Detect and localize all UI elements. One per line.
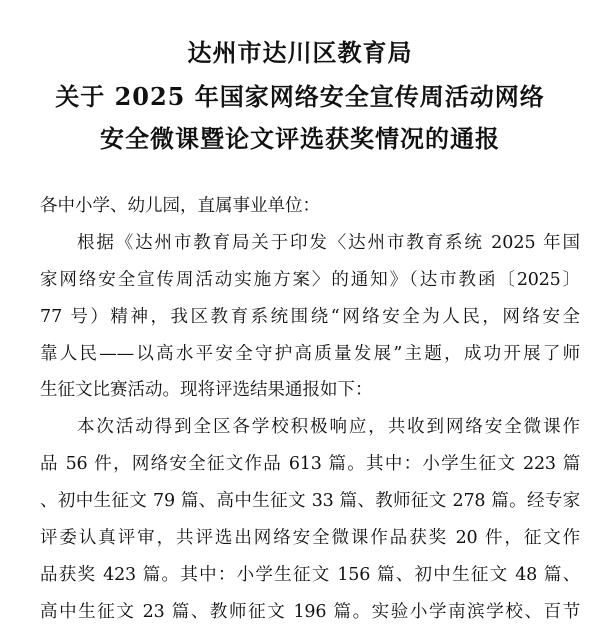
paragraph-2-line-1: 本次活动得到全区各学校积极响应，共收到网络安全微课作 — [77, 417, 580, 437]
paragraph-1-line-1: 根据《达州市教育局关于印发〈达州市教育系统 2025 年国 — [77, 233, 580, 253]
paragraph-2-line-2: 品 56 件，网络安全征文作品 613 篇。其中：小学生征文 223 篇 — [40, 454, 580, 474]
paragraph-2-line-5: 品获奖 423 篇。其中：小学生征文 156 篇、初中生征文 48 篇、 — [40, 565, 580, 585]
paragraph-1-line-2: 家网络安全宣传周活动实施方案〉的通知》（达市教函〔2025〕 — [40, 270, 580, 290]
paragraph-1-line-4: 靠人民——以高水平安全守护高质量发展”主题，成功开展了师 — [40, 344, 580, 364]
paragraph-2-line-4: 评委认真评审，共评选出网络安全微课作品获奖 20 件，征文作 — [40, 528, 580, 548]
paragraph-2-line-6: 高中生征文 23 篇、教师征文 196 篇。实验小学南滨学校、百节 — [40, 602, 580, 622]
notice-title-line-1: 关于 2025 年国家网络安全宣传周活动网络 — [55, 82, 545, 111]
notice-title-line-2: 安全微课暨论文评选获奖情况的通报 — [100, 124, 500, 153]
paragraph-1-line-5: 生征文比赛活动。现将评选结果通报如下： — [40, 380, 373, 400]
issuer-title: 达州市达川区教育局 — [187, 38, 413, 67]
salutation: 各中小学、幼儿园，直属事业单位： — [40, 196, 320, 216]
paragraph-1-line-3: 77 号）精神，我区教育系统围绕“网络安全为人民，网络安全 — [40, 307, 580, 327]
paragraph-2-line-3: 、初中生征文 79 篇、高中生征文 33 篇、教师征文 278 篇。经专家 — [40, 491, 580, 511]
